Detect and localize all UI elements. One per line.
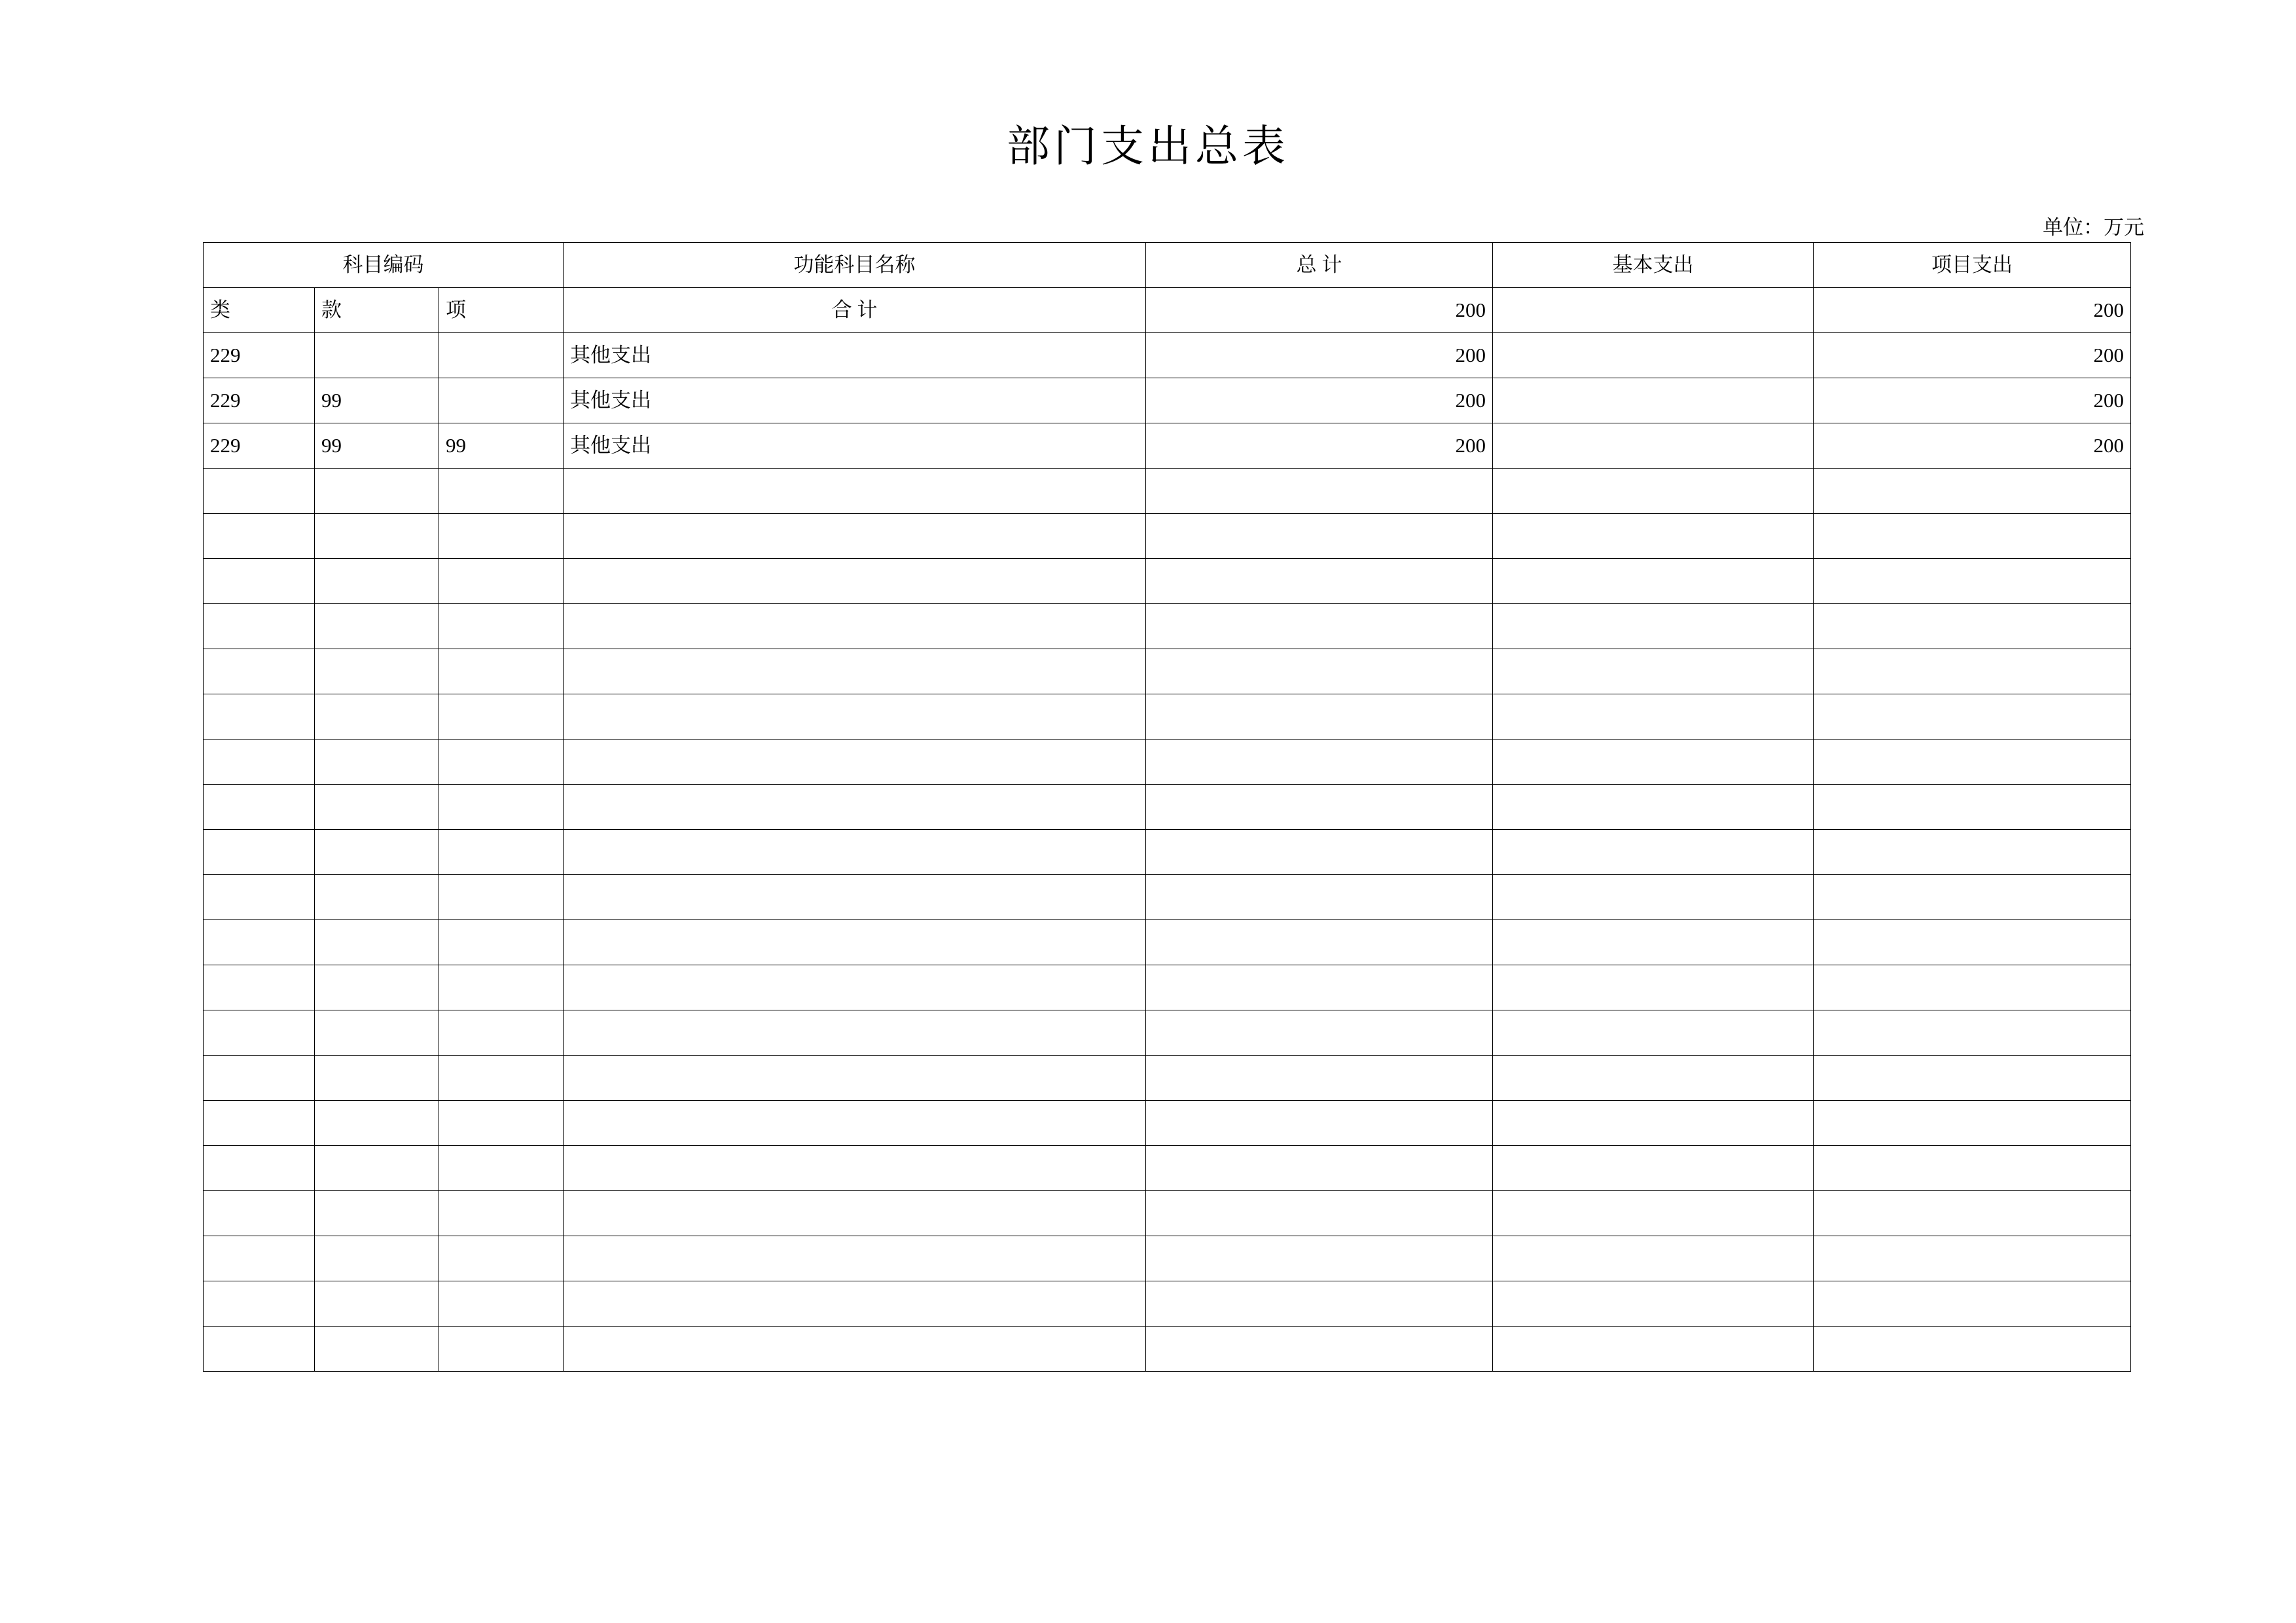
table-row-empty [204,469,2131,514]
table-row-empty [204,965,2131,1010]
row-project: 200 [1814,423,2131,469]
expenditure-table-wrapper [203,242,2130,1372]
empty-cell [1493,1056,1814,1101]
empty-cell [564,875,1146,920]
table-row-empty [204,649,2131,694]
table-row-empty [204,1010,2131,1056]
empty-cell [1493,604,1814,649]
empty-cell [1814,694,2131,740]
row-lei: 229 [204,378,315,423]
row-xiang [439,378,564,423]
unit-note: 单位：万元 [2043,216,2144,239]
empty-cell [1814,875,2131,920]
empty-cell [315,785,439,830]
table-row-empty [204,559,2131,604]
empty-cell [1814,785,2131,830]
empty-cell [315,965,439,1010]
empty-cell [204,649,315,694]
empty-cell [439,1236,564,1281]
empty-cell [204,785,315,830]
empty-cell [315,830,439,875]
header-project-expenditure: 项目支出 [1814,243,2131,288]
table-row-empty [204,1327,2131,1372]
empty-cell [1146,920,1493,965]
empty-cell [1146,694,1493,740]
empty-cell [315,920,439,965]
empty-cell [1493,920,1814,965]
empty-cell [1146,1281,1493,1327]
table-row-empty [204,694,2131,740]
empty-cell [439,875,564,920]
empty-cell [564,1236,1146,1281]
empty-cell [1493,1010,1814,1056]
table-row-empty [204,785,2131,830]
row-basic [1493,423,1814,469]
empty-cell [315,559,439,604]
empty-cell [204,469,315,514]
empty-cell [315,1327,439,1372]
empty-cell [1814,1010,2131,1056]
empty-cell [204,1010,315,1056]
row-function-name: 其他支出 [564,378,1146,423]
row-total: 200 [1146,333,1493,378]
empty-cell [564,830,1146,875]
empty-cell [1146,1327,1493,1372]
row-xiang: 99 [439,423,564,469]
empty-cell [1814,469,2131,514]
empty-cell [1814,649,2131,694]
row-lei: 229 [204,333,315,378]
page-title: 部门支出总表 [1007,121,1289,171]
empty-cell [1814,1056,2131,1101]
table-row-empty [204,514,2131,559]
empty-cell [204,1281,315,1327]
empty-cell [1814,1146,2131,1191]
empty-cell [204,1146,315,1191]
empty-cell [1146,1191,1493,1236]
empty-cell [1814,920,2131,965]
empty-cell [1814,830,2131,875]
empty-cell [204,1191,315,1236]
subheader-basic-value [1493,288,1814,333]
row-basic [1493,333,1814,378]
empty-cell [439,785,564,830]
row-lei: 229 [204,423,315,469]
subheader-lei: 类 [204,288,315,333]
empty-cell [564,740,1146,785]
empty-cell [564,649,1146,694]
empty-cell [1493,559,1814,604]
empty-cell [204,920,315,965]
empty-cell [1493,965,1814,1010]
empty-cell [439,559,564,604]
table-row-empty [204,1056,2131,1101]
empty-cell [564,920,1146,965]
empty-cell [439,920,564,965]
empty-cell [439,1056,564,1101]
row-kuan [315,333,439,378]
empty-cell [1493,1191,1814,1236]
empty-cell [1814,1281,2131,1327]
empty-cell [1146,1010,1493,1056]
empty-cell [439,1146,564,1191]
empty-cell [439,965,564,1010]
table-row-empty [204,1281,2131,1327]
empty-cell [1493,514,1814,559]
table-row-empty [204,875,2131,920]
empty-cell [439,514,564,559]
empty-cell [315,1236,439,1281]
empty-cell [1146,1236,1493,1281]
empty-cell [315,1281,439,1327]
header-code-group: 科目编码 [204,243,564,288]
empty-cell [439,469,564,514]
subheader-kuan: 款 [315,288,439,333]
empty-cell [1493,1327,1814,1372]
empty-cell [1146,965,1493,1010]
empty-cell [1493,875,1814,920]
empty-cell [204,1327,315,1372]
empty-cell [1493,1281,1814,1327]
empty-cell [204,1056,315,1101]
empty-cell [439,740,564,785]
empty-cell [1493,1101,1814,1146]
empty-cell [1814,559,2131,604]
row-basic [1493,378,1814,423]
table-row [204,333,2131,378]
empty-cell [439,1101,564,1146]
empty-cell [564,1056,1146,1101]
empty-cell [564,694,1146,740]
table-row-empty [204,1101,2131,1146]
empty-cell [1146,1101,1493,1146]
empty-cell [1814,740,2131,785]
empty-cell [315,694,439,740]
empty-cell [439,1191,564,1236]
empty-cell [1814,1327,2131,1372]
empty-cell [1814,514,2131,559]
row-project: 200 [1814,333,2131,378]
empty-cell [1814,1101,2131,1146]
table-row-empty [204,1191,2131,1236]
empty-cell [315,740,439,785]
row-project: 200 [1814,378,2131,423]
empty-cell [1493,649,1814,694]
empty-cell [204,694,315,740]
empty-cell [315,649,439,694]
row-total: 200 [1146,423,1493,469]
row-xiang [439,333,564,378]
table-subheader-row [204,288,2131,333]
empty-cell [439,604,564,649]
empty-cell [315,469,439,514]
expenditure-table [203,242,2131,1372]
table-row-empty [204,604,2131,649]
empty-cell [1146,559,1493,604]
empty-cell [564,785,1146,830]
empty-cell [1493,469,1814,514]
empty-cell [1493,1146,1814,1191]
empty-cell [564,1281,1146,1327]
empty-cell [1146,604,1493,649]
empty-cell [1146,875,1493,920]
empty-cell [564,604,1146,649]
empty-cell [564,965,1146,1010]
empty-cell [204,965,315,1010]
table-row-empty [204,1236,2131,1281]
row-function-name: 其他支出 [564,423,1146,469]
empty-cell [1146,649,1493,694]
empty-cell [1146,514,1493,559]
empty-cell [1493,830,1814,875]
empty-cell [315,875,439,920]
empty-cell [204,1236,315,1281]
empty-cell [204,830,315,875]
subheader-project-value: 200 [1814,288,2131,333]
empty-cell [564,469,1146,514]
empty-cell [564,1191,1146,1236]
empty-cell [204,1101,315,1146]
row-kuan: 99 [315,423,439,469]
row-function-name: 其他支出 [564,333,1146,378]
empty-cell [204,875,315,920]
table-row [204,378,2131,423]
table-row-empty [204,1146,2131,1191]
empty-cell [1146,1056,1493,1101]
header-basic-expenditure: 基本支出 [1493,243,1814,288]
empty-cell [1814,965,2131,1010]
empty-cell [315,1101,439,1146]
empty-cell [1493,1236,1814,1281]
table-header-row [204,243,2131,288]
empty-cell [1493,740,1814,785]
empty-cell [204,514,315,559]
empty-cell [315,1056,439,1101]
empty-cell [439,694,564,740]
row-total: 200 [1146,378,1493,423]
empty-cell [204,740,315,785]
empty-cell [1146,469,1493,514]
empty-cell [564,514,1146,559]
empty-cell [315,1146,439,1191]
empty-cell [439,649,564,694]
empty-cell [315,514,439,559]
empty-cell [1146,740,1493,785]
empty-cell [1814,604,2131,649]
empty-cell [1146,785,1493,830]
empty-cell [1146,830,1493,875]
empty-cell [315,604,439,649]
empty-cell [1493,785,1814,830]
empty-cell [204,559,315,604]
table-row [204,423,2131,469]
empty-cell [1146,1146,1493,1191]
empty-cell [564,1101,1146,1146]
empty-cell [315,1191,439,1236]
empty-cell [439,1010,564,1056]
subheader-name-total: 合 计 [564,288,1146,333]
empty-cell [564,1010,1146,1056]
table-row-empty [204,920,2131,965]
empty-cell [564,559,1146,604]
table-row-empty [204,830,2131,875]
empty-cell [315,1010,439,1056]
header-function-name: 功能科目名称 [564,243,1146,288]
empty-cell [204,604,315,649]
empty-cell [439,1327,564,1372]
empty-cell [439,1281,564,1327]
header-total: 总 计 [1146,243,1493,288]
subheader-xiang: 项 [439,288,564,333]
empty-cell [564,1327,1146,1372]
subheader-total-value: 200 [1146,288,1493,333]
row-kuan: 99 [315,378,439,423]
table-row-empty [204,740,2131,785]
empty-cell [1493,694,1814,740]
empty-cell [1814,1191,2131,1236]
empty-cell [564,1146,1146,1191]
empty-cell [439,830,564,875]
empty-cell [1814,1236,2131,1281]
